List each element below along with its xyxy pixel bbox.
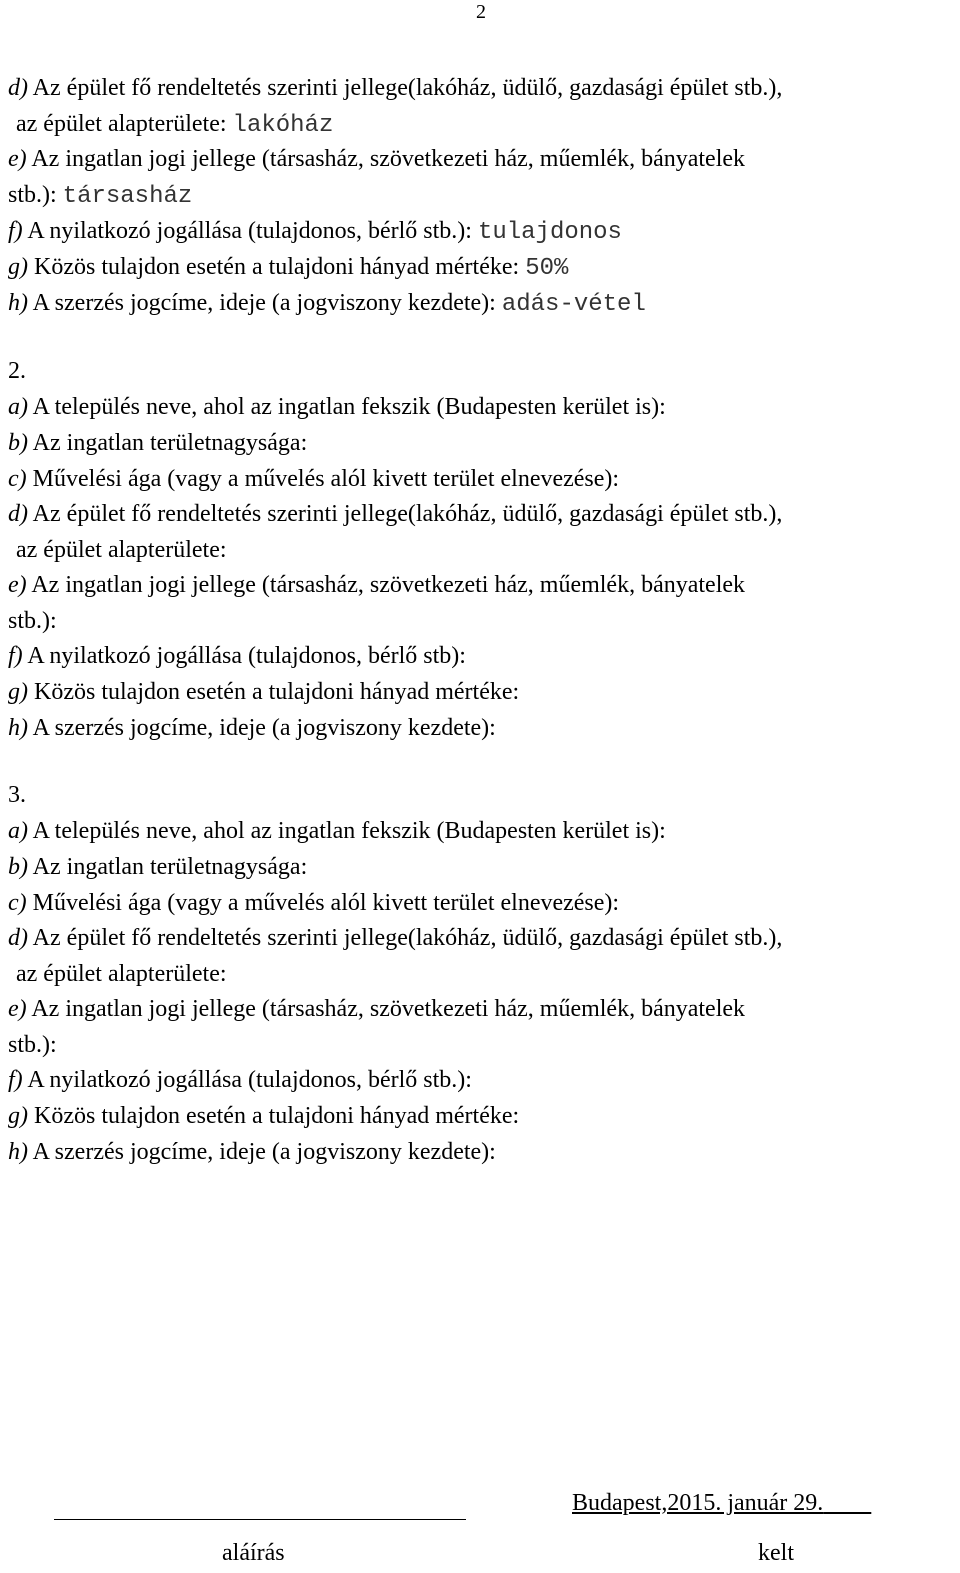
item-text: Az ingatlan jogi jellege (társasház, szövetkezeti ház, műemlék, bányatelek (26, 146, 746, 172)
item-label: f) (8, 1067, 23, 1093)
item-label: a) (8, 818, 28, 844)
s3-e-row (8, 994, 745, 1024)
date-line (572, 1488, 871, 1518)
b1-d-row (8, 73, 782, 103)
item-text: A nyilatkozó jogállása (tulajdonos, bérlő stb): (22, 643, 466, 669)
section-2-number: 2. (8, 358, 26, 384)
item-label: g) (8, 679, 28, 705)
filled-value: tulajdonos (477, 219, 622, 246)
signature-caption: aláírás (222, 1540, 285, 1566)
s2-g-row (8, 677, 519, 707)
b1-d2-row (16, 109, 333, 141)
b1-h-row (8, 288, 646, 320)
item-text: Az épület fő rendeltetés szerinti jellege(lakóház, üdülő, gazdasági épület stb.), (28, 501, 783, 527)
item-label: d) (8, 75, 28, 101)
b1-g-row (8, 252, 568, 284)
s3-h-row (8, 1137, 496, 1167)
item-label: h) (8, 290, 28, 316)
item-text: Az épület fő rendeltetés szerinti jellege(lakóház, üdülő, gazdasági épület stb.), (28, 75, 783, 101)
b1-e2-row (8, 180, 192, 212)
item-label: g) (8, 254, 28, 280)
s2-e-row (8, 570, 745, 600)
s3-f-row (8, 1065, 472, 1095)
item-text: Az épület fő rendeltetés szerinti jellege(lakóház, üdülő, gazdasági épület stb.), (28, 925, 783, 951)
item-label: a) (8, 394, 28, 420)
item-text: Közös tulajdon esetén a tulajdoni hányad mértéke: (28, 1103, 520, 1129)
date-underline-tail (823, 1490, 871, 1516)
filled-value: adás-vétel (501, 291, 646, 318)
s3-d2-row (16, 959, 227, 989)
b1-e-row (8, 144, 745, 174)
item-text: Művelési ága (vagy a művelés alól kivett terület elnevezése): (26, 890, 620, 916)
item-label: b) (8, 430, 28, 456)
s3-e2-row (8, 1030, 57, 1060)
item-label: h) (8, 1139, 28, 1165)
s2-h-row (8, 713, 496, 743)
item-text: stb.): (8, 608, 57, 634)
filled-value: lakóház (232, 112, 334, 139)
s3-g-row (8, 1101, 519, 1131)
item-text: A település neve, ahol az ingatlan fekszik (Budapesten kerület is): (28, 394, 666, 420)
filled-value: társasház (62, 183, 193, 210)
s2-d2-row (16, 535, 227, 565)
s2-f-row (8, 641, 466, 671)
item-label: h) (8, 715, 28, 741)
item-text: Az ingatlan jogi jellege (társasház, szövetkezeti ház, műemlék, bányatelek (26, 996, 746, 1022)
item-label: b) (8, 854, 28, 880)
s3-a-row (8, 816, 666, 846)
item-label: e) (8, 572, 27, 598)
item-label: d) (8, 501, 28, 527)
item-text: Az ingatlan jogi jellege (társasház, szövetkezeti ház, műemlék, bányatelek (26, 572, 746, 598)
date-caption: kelt (758, 1540, 794, 1566)
s2-e2-row (8, 606, 57, 636)
item-text: Az ingatlan területnagysága: (28, 430, 308, 456)
item-label: g) (8, 1103, 28, 1129)
section-3-number: 3. (8, 782, 26, 808)
item-text: az épület alapterülete: (16, 961, 227, 987)
s2-b-row (8, 428, 307, 458)
item-text: Közös tulajdon esetén a tulajdoni hányad mértéke: (28, 254, 526, 280)
item-text: Az ingatlan területnagysága: (28, 854, 308, 880)
item-text: A nyilatkozó jogállása (tulajdonos, bérlő stb.): (22, 218, 478, 244)
b1-f-row (8, 216, 622, 248)
s2-c-row (8, 464, 619, 494)
s3-c-row (8, 888, 619, 918)
page-number: 2 (476, 1, 486, 23)
s2-d-row (8, 499, 782, 529)
item-label: c) (8, 466, 27, 492)
item-label: e) (8, 146, 27, 172)
item-text: A nyilatkozó jogállása (tulajdonos, bérlő stb.): (22, 1067, 472, 1093)
item-label: f) (8, 643, 23, 669)
item-text: A település neve, ahol az ingatlan fekszik (Budapesten kerület is): (28, 818, 666, 844)
item-text: A szerzés jogcíme, ideje (a jogviszony kezdete): (28, 290, 502, 316)
s3-b-row (8, 852, 307, 882)
signature-line (54, 1519, 466, 1520)
item-text: stb.): (8, 1032, 57, 1058)
item-text: stb.): (8, 182, 63, 208)
item-text: A szerzés jogcíme, ideje (a jogviszony kezdete): (28, 1139, 496, 1165)
item-label: f) (8, 218, 23, 244)
filled-value: 50% (525, 255, 569, 282)
item-text: Közös tulajdon esetén a tulajdoni hányad mértéke: (28, 679, 520, 705)
item-label: e) (8, 996, 27, 1022)
date-text: Budapest,2015. január 29. (572, 1490, 824, 1516)
item-label: c) (8, 890, 27, 916)
item-text: A szerzés jogcíme, ideje (a jogviszony kezdete): (28, 715, 496, 741)
item-text: az épület alapterülete: (16, 537, 227, 563)
s2-a-row (8, 392, 666, 422)
item-text: az épület alapterülete: (16, 111, 233, 137)
s3-d-row (8, 923, 782, 953)
item-text: Művelési ága (vagy a művelés alól kivett terület elnevezése): (26, 466, 620, 492)
item-label: d) (8, 925, 28, 951)
